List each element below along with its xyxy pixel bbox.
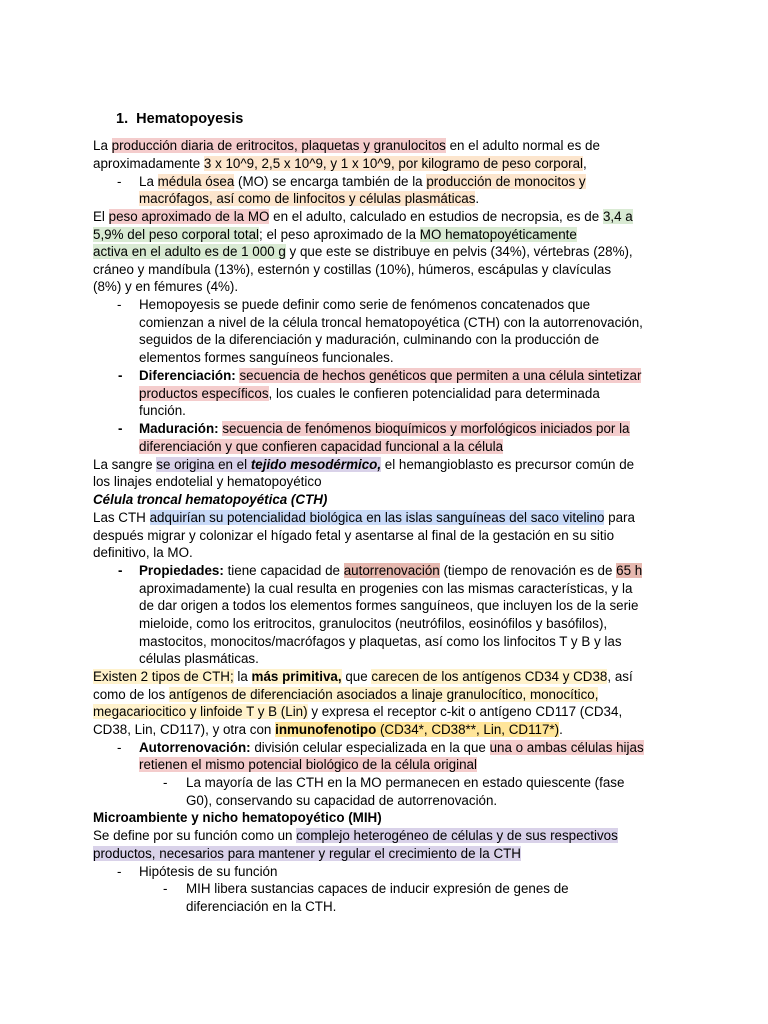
- list-item: diferenciación en la CTH.: [186, 899, 337, 914]
- list-item: G0), conservando su capacidad de autorrenovación.: [186, 793, 498, 808]
- paragraph-line: Las CTH adquirían su potencialidad biológica en las islas sanguíneas del saco vitelino para: [93, 510, 635, 525]
- dot-bullet: -: [118, 368, 123, 383]
- list-item: aproximadamente) la cual resulta en progenies con las mismas características, y la: [139, 581, 633, 596]
- paragraph-line: activa en el adulto es de 1 000 g y que este se distribuye en pelvis (34%), vértebras (28%),: [93, 244, 633, 259]
- list-item: diferenciación y que confieren capacidad funcional a la célula: [139, 439, 504, 454]
- paragraph-line: cráneo y mandíbula (13%), esternón y costillas (10%), húmeros, escápulas y clavículas: [93, 262, 612, 277]
- list-item: Maduración: secuencia de fenómenos bioquímicos y morfológicos iniciados por la: [139, 421, 630, 436]
- list-item: elementos formes sanguíneos funcionales.: [139, 350, 394, 365]
- paragraph-line: los linajes endotelial y hematopoyético: [93, 474, 322, 489]
- list-item: MIH libera sustancias capaces de inducir expresión de genes de: [186, 881, 569, 896]
- paragraph-line: 5,9% del peso corporal total; el peso aproximado de la MO hematopoyéticamente: [93, 227, 577, 242]
- paragraph-line: megacariocitico y linfoide T y B (Lin) y expresa el receptor c-kit o antígeno CD117 (CD34,: [93, 704, 623, 719]
- paragraph-line: aproximadamente 3 x 10^9, 2,5 x 10^9, y 1 x 10^9, por kilogramo de peso corporal,: [93, 156, 587, 171]
- list-item: La mayoría de las CTH en la MO permanecen en estado quiescente (fase: [186, 775, 625, 790]
- list-item: mastocitos, monocitos/macrófagos y plaquetas, así como los linfocitos T y B y las: [139, 634, 622, 649]
- list-item: Hipótesis de su función: [139, 864, 278, 879]
- list-item: Hemopoyesis se puede definir como serie de fenómenos concatenados que: [139, 297, 591, 312]
- list-item: retienen el mismo potencial biológico de la célula original: [139, 757, 477, 772]
- paragraph-line: Se define por su función como un complejo heterogéneo de células y de sus respectivos: [93, 828, 618, 843]
- highlight: producción diaria de eritrocitos, plaquetas y granulocitos: [111, 138, 446, 153]
- list-item: de dar origen a todos los elementos formes sanguíneos, que incluyen los de la serie: [139, 598, 639, 613]
- dot-bullet: -: [118, 563, 123, 578]
- heading-title: Hematopoyesis: [136, 111, 244, 127]
- list-item: productos específicos, los cuales le confieren potencialidad para determinada: [139, 386, 600, 401]
- list-item: células plasmáticas.: [139, 651, 259, 666]
- paragraph-line: El peso aproximado de la MO en el adulto, calculado en estudios de necropsia, es de 3,4 a: [93, 209, 633, 224]
- paragraph-line: La producción diaria de eritrocitos, plaquetas y granulocitos en el adulto normal es de: [93, 138, 600, 153]
- section-heading: [116, 110, 243, 128]
- paragraph-line: La sangre se origina en el tejido mesodérmico, el hemangioblasto es precursor común de: [93, 457, 635, 472]
- paragraph-line: productos, necesarios para mantener y regular el crecimiento de la CTH: [93, 846, 521, 861]
- subheading: Célula troncal hematopoyética (CTH): [93, 492, 328, 507]
- paragraph-line: CD38, Lin, CD117), y otra con inmunofenotipo (CD34*, CD38**, Lin, CD117*).: [93, 722, 563, 737]
- list-item: La médula ósea (MO) se encarga también de la producción de monocitos y: [139, 174, 586, 189]
- highlight: 3 x 10^9, 2,5 x 10^9, y 1 x 10^9, por kilogramo de peso corporal: [203, 156, 584, 171]
- list-item: macrófagos, así como de linfocitos y células plasmáticas.: [139, 191, 480, 206]
- list-item: mieloide, como los eritrocitos, granulocitos (neutrófilos, eosinófilos y basófilos),: [139, 616, 608, 631]
- dash-bullet: -: [117, 864, 122, 879]
- paragraph-line: (8%) y en fémures (4%).: [93, 279, 239, 294]
- list-item: seguidos de la diferenciación y maduración, culminando con la producción de: [139, 332, 600, 347]
- list-item: Propiedades: tiene capacidad de autorrenovación (tiempo de renovación es de 65 h: [139, 563, 643, 578]
- list-item: comienzan a nivel de la célula troncal hematopoyética (CTH) con la autorrenovación,: [139, 315, 643, 330]
- dot-bullet: -: [118, 421, 123, 436]
- subheading: Microambiente y nicho hematopoyético (MIH): [93, 810, 382, 825]
- list-item: Autorrenovación: división celular especializada en la que una o ambas células hijas: [139, 740, 644, 755]
- list-item: función.: [139, 403, 186, 418]
- dash-bullet: -: [163, 881, 168, 896]
- list-item: Diferenciación: secuencia de hechos genéticos que permiten a una célula sintetizar: [139, 368, 642, 383]
- dash-bullet: -: [117, 297, 122, 312]
- paragraph-line: definitivo, la MO.: [93, 545, 193, 560]
- paragraph-line: Existen 2 tipos de CTH; la más primitiva, que carecen de los antígenos CD34 y CD38, así: [93, 669, 633, 684]
- heading-number: 1.: [116, 111, 129, 127]
- dash-bullet: -: [163, 775, 168, 790]
- paragraph-line: después migrar y colonizar el hígado fetal y asentarse al final de la gestación en su sitio: [93, 528, 615, 543]
- dash-bullet: -: [117, 740, 122, 755]
- dash-bullet: -: [117, 174, 122, 189]
- paragraph-line: como de los antígenos de diferenciación asociados a linaje granulocítico, monocítico,: [93, 687, 599, 702]
